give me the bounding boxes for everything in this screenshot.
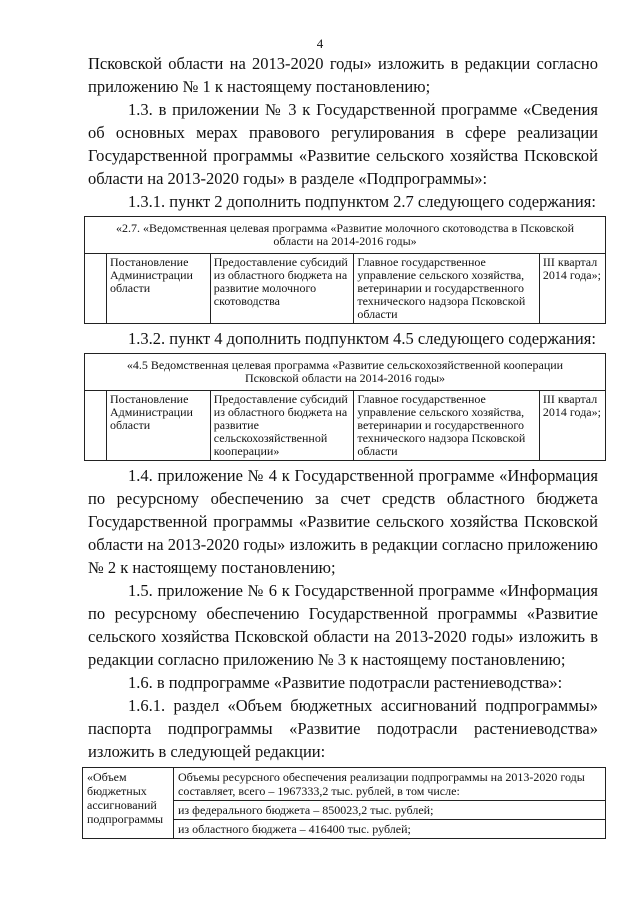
- table-header: «2.7. «Ведомственная целевая программа «Развитие молочного скотоводства в Псковской области на 2014-2016 годы»: [85, 217, 606, 254]
- table-cell: [85, 254, 107, 324]
- paragraph-1-4: 1.4. приложение № 4 к Государственной программе «Информация по ресурсному обеспечению за счет средств областного бюджета Государственной программы «Развитие сельского хозяйства Псковской области на 2013-2020 годы» изложить в редакции согласно приложению № 2 к настоящему постановлению;: [88, 466, 598, 577]
- table-cell: Предоставление субсидий из областного бюджета на развитие молочного скотоводства: [210, 254, 354, 324]
- paragraph-1-6-1: 1.6.1. раздел «Объем бюджетных ассигнований подпрограммы» паспорта подпрограммы «Развитие подотрасли растениеводства» изложить в следующей редакции:: [88, 696, 598, 761]
- table-cell: Главное государственное управление сельского хозяйства, ветеринарии и государственного технического надзора Псковской области: [354, 391, 540, 461]
- table-cell: из федерального бюджета – 850023,2 тыс. рублей;: [174, 801, 606, 820]
- paragraph-1-3: 1.3. в приложении № 3 к Государственной программе «Сведения об основных мерах правового регулирования в сфере реализации Государственной программы «Развитие сельского хозяйства Псковской области на 2013-2020 годы» в разделе «Подпрограммы»:: [88, 100, 598, 188]
- paragraph-1-3-1: 1.3.1. пункт 2 дополнить подпунктом 2.7 следующего содержания:: [128, 192, 596, 211]
- document-body: [87, 52, 601, 839]
- paragraph-1-3-2: 1.3.2. пункт 4 дополнить подпунктом 4.5 следующего содержания:: [128, 329, 596, 348]
- table-subitem-2-7: [84, 216, 606, 324]
- table-cell: [85, 391, 107, 461]
- table-label-cell: «Объем бюджетных ассигнований подпрограммы: [83, 768, 174, 839]
- table-cell: Объемы ресурсного обеспечения реализации подпрограммы на 2013-2020 годы составляет, всего – 1967333,2 тыс. рублей, в том числе:: [174, 768, 606, 801]
- table-cell: Постановление Администрации области: [107, 254, 211, 324]
- table-cell: III квартал 2014 года»;: [539, 254, 605, 324]
- page-number: 4: [316, 36, 324, 51]
- table-budget-volume: [82, 767, 606, 839]
- table-row: [83, 768, 606, 801]
- paragraph-1-6: 1.6. в подпрограмме «Развитие подотрасли растениеводства»:: [128, 673, 563, 692]
- table-cell: Главное государственное управление сельского хозяйства, ветеринарии и государственного технического надзора Псковской области: [354, 254, 540, 324]
- table-cell: Постановление Администрации области: [107, 391, 211, 461]
- paragraph-continuation: Псковской области на 2013-2020 годы» изложить в редакции согласно приложению № 1 к настоящему постановлению;: [88, 54, 598, 96]
- table-row: [85, 254, 606, 324]
- table-header: «4.5 Ведомственная целевая программа «Развитие сельскохозяйственной кооперации Псковской области на 2014-2016 годы»: [85, 354, 606, 391]
- table-cell: из областного бюджета – 416400 тыс. рублей;: [174, 820, 606, 839]
- table-cell: Предоставление субсидий из областного бюджета на развитие сельскохозяйственной кооперации»: [210, 391, 354, 461]
- table-cell: III квартал 2014 года»;: [539, 391, 605, 461]
- paragraph-1-5: 1.5. приложение № 6 к Государственной программе «Информация по ресурсному обеспечению Государственной программы «Развитие сельского хозяйства Псковской области на 2013-2020 годы» изложить в редакции согласно приложению № 3 к настоящему постановлению;: [88, 581, 598, 669]
- table-row: [85, 391, 606, 461]
- table-subitem-4-5: [84, 353, 606, 461]
